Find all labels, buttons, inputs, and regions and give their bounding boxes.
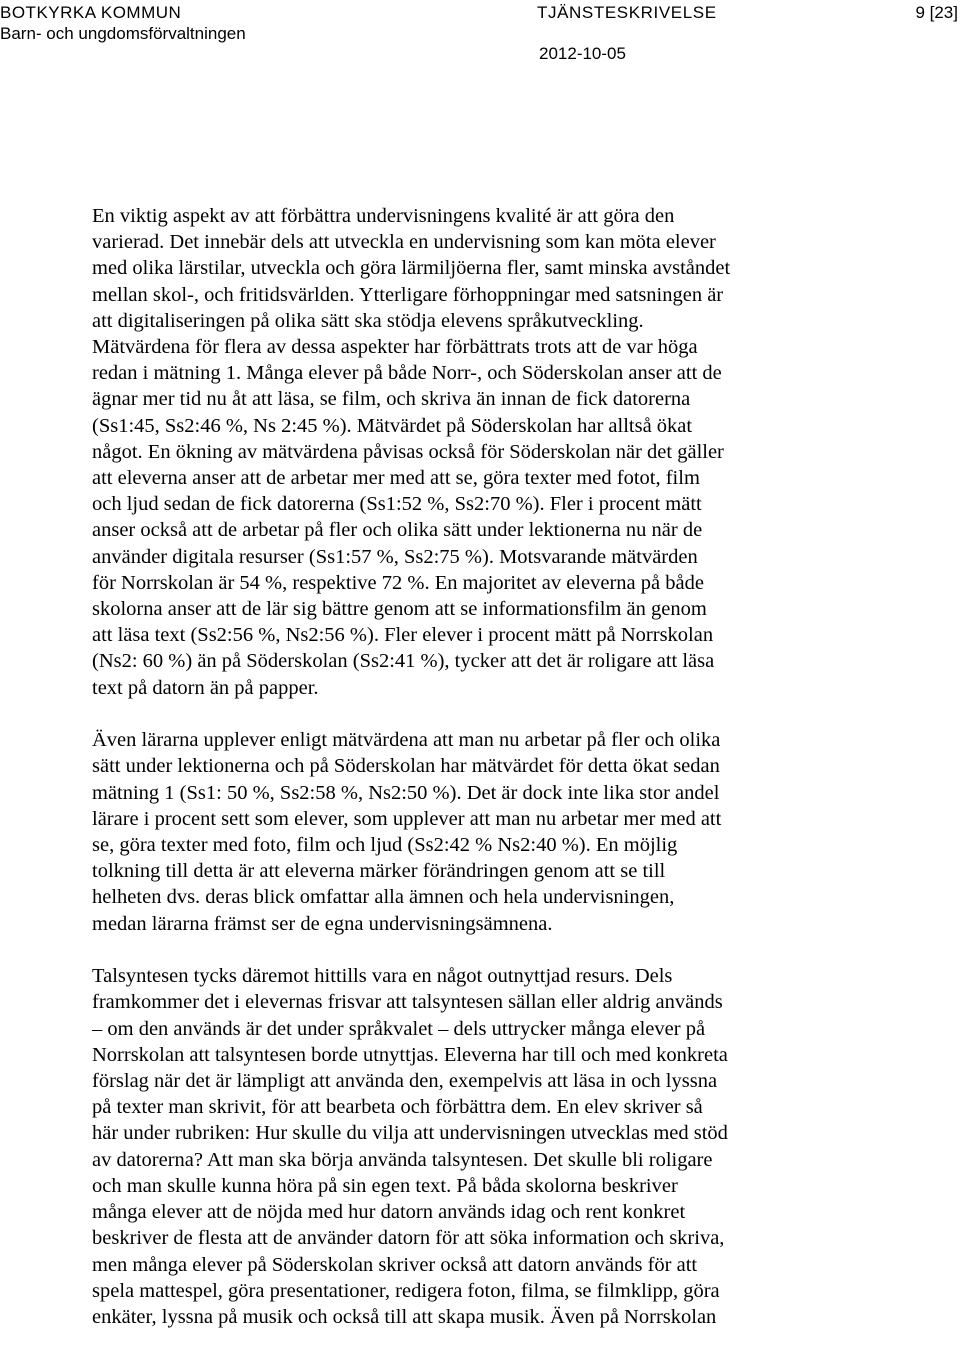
paragraph [92,203,852,701]
text-line: lärare i procent sett som elever, som upplever att man nu arbetar mer med att [92,807,722,830]
text-line: något. En ökning av mätvärdena påvisas också för Söderskolan när det gäller [92,440,724,463]
text-line: med olika lärstilar, utveckla och göra lärmiljöerna fler, samt minska avståndet [92,257,731,280]
text-line: förslag när det är lämpligt att använda den, exempelvis att läsa in och lyssna [92,1070,718,1093]
text-line: Även lärarna upplever enligt mätvärdena att man nu arbetar på fler och olika [92,729,721,752]
text-line: beskriver de flesta att de använder datorn för att söka information och skriva, [92,1227,725,1250]
text-line: ägnar mer tid nu åt att läsa, se film, och skriva än innan de fick datorerna [92,388,691,411]
text-line: se, göra texter med foto, film och ljud (Ss2:42 % Ns2:40 %). En möjlig [92,834,678,857]
text-line: för Norrskolan är 54 %, respektive 72 %. En majoritet av eleverna på både [92,571,704,594]
text-line: använder digitala resurser (Ss1:57 %, Ss2:75 %). Motsvarande mätvärden [92,545,698,568]
text-line: att läsa text (Ss2:56 %, Ns2:56 %). Fler elever i procent mätt på Norrskolan [92,624,714,647]
text-line: enkäter, lyssna på musik och också till att skapa musik. Även på Norrskolan [92,1305,717,1328]
text-line: av datorerna? Att man ska börja använda talsyntesen. Det skulle bli roligare [92,1148,713,1171]
text-line: medan lärarna främst ser de egna undervisningsämnena. [92,912,553,935]
text-line: och man skulle kunna höra på sin egen text. På båda skolorna beskriver [92,1174,678,1197]
text-line: skolorna anser att de lär sig bättre genom att se informationsfilm än genom [92,598,707,621]
paragraph [92,727,852,937]
text-line: mellan skol-, och fritidsvärlden. Ytterligare förhoppningar med satsningen är [92,283,724,306]
document-header [0,0,960,80]
text-line: Talsyntesen tycks däremot hittills vara en något outnyttjad resurs. Dels [92,965,673,988]
text-line: En viktig aspekt av att förbättra undervisningens kvalité är att göra den [92,205,675,227]
text-line: mätning 1 (Ss1: 50 %, Ss2:58 %, Ns2:50 %). Det är dock inte lika stor andel [92,781,720,804]
page-number: 9 [23] [915,3,958,22]
text-line: anser också att de arbetar på fler och olika sätt under lektionerna nu när de [92,519,703,542]
document-date: 2012-10-05 [539,44,626,63]
text-line: här under rubriken: Hur skulle du vilja att undervisningen utvecklas med stöd [92,1122,728,1145]
text-line: varierad. Det innebär dels att utveckla en undervisning som kan möta elever [92,231,716,254]
text-line: tolkning till detta är att eleverna märker förändringen genom att se till [92,860,666,883]
text-line: Norrskolan att talsyntesen borde utnyttjas. Eleverna har till och med konkreta [92,1043,728,1066]
text-line: många elever att de nöjda med hur datorn används idag och rent konkret [92,1201,686,1224]
text-line: helheten dvs. deras blick omfattar alla ämnen och hela undervisningen, [92,886,675,909]
department-name: Barn- och ungdomsförvaltningen [0,24,246,43]
text-line: framkommer det i elevernas frisvar att talsyntesen sällan eller aldrig används [92,991,723,1014]
text-line: (Ns2: 60 %) än på Söderskolan (Ss2:41 %), tycker att det är roligare att läsa [92,650,715,673]
text-line: – om den används är det under språkvalet – dels uttrycker många elever på [92,1017,706,1040]
document-type: TJÄNSTESKRIVELSE [537,3,717,22]
text-line: att digitaliseringen på olika sätt ska stödja elevens språkutveckling. [92,309,644,332]
text-line: sätt under lektionerna och på Söderskolan har mätvärdet för detta ökat sedan [92,755,720,778]
document-body [92,203,852,1357]
text-line: text på datorn än på papper. [92,676,319,699]
text-line: spela mattespel, göra presentationer, redigera foton, filma, se filmklipp, göra [92,1279,720,1302]
text-line: och ljud sedan de fick datorerna (Ss1:52 %, Ss2:70 %). Fler i procent mätt [92,493,702,516]
organization-name: BOTKYRKA KOMMUN [0,3,182,22]
text-line: på texter man skrivit, för att bearbeta och förbättra dem. En elev skriver så [92,1096,703,1119]
text-line: Mätvärdena för flera av dessa aspekter har förbättrats trots att de var höga [92,336,698,359]
text-line: men många elever på Söderskolan skriver också att datorn används för att [92,1253,698,1276]
text-line: redan i mätning 1. Många elever på både Norr-, och Söderskolan anser att de [92,362,722,385]
text-line: att eleverna anser att de arbetar mer med att se, göra texter med fotot, film [92,467,700,490]
text-line: (Ss1:45, Ss2:46 %, Ns 2:45 %). Mätvärdet på Söderskolan har alltså ökat [92,414,693,437]
paragraph [92,963,852,1330]
